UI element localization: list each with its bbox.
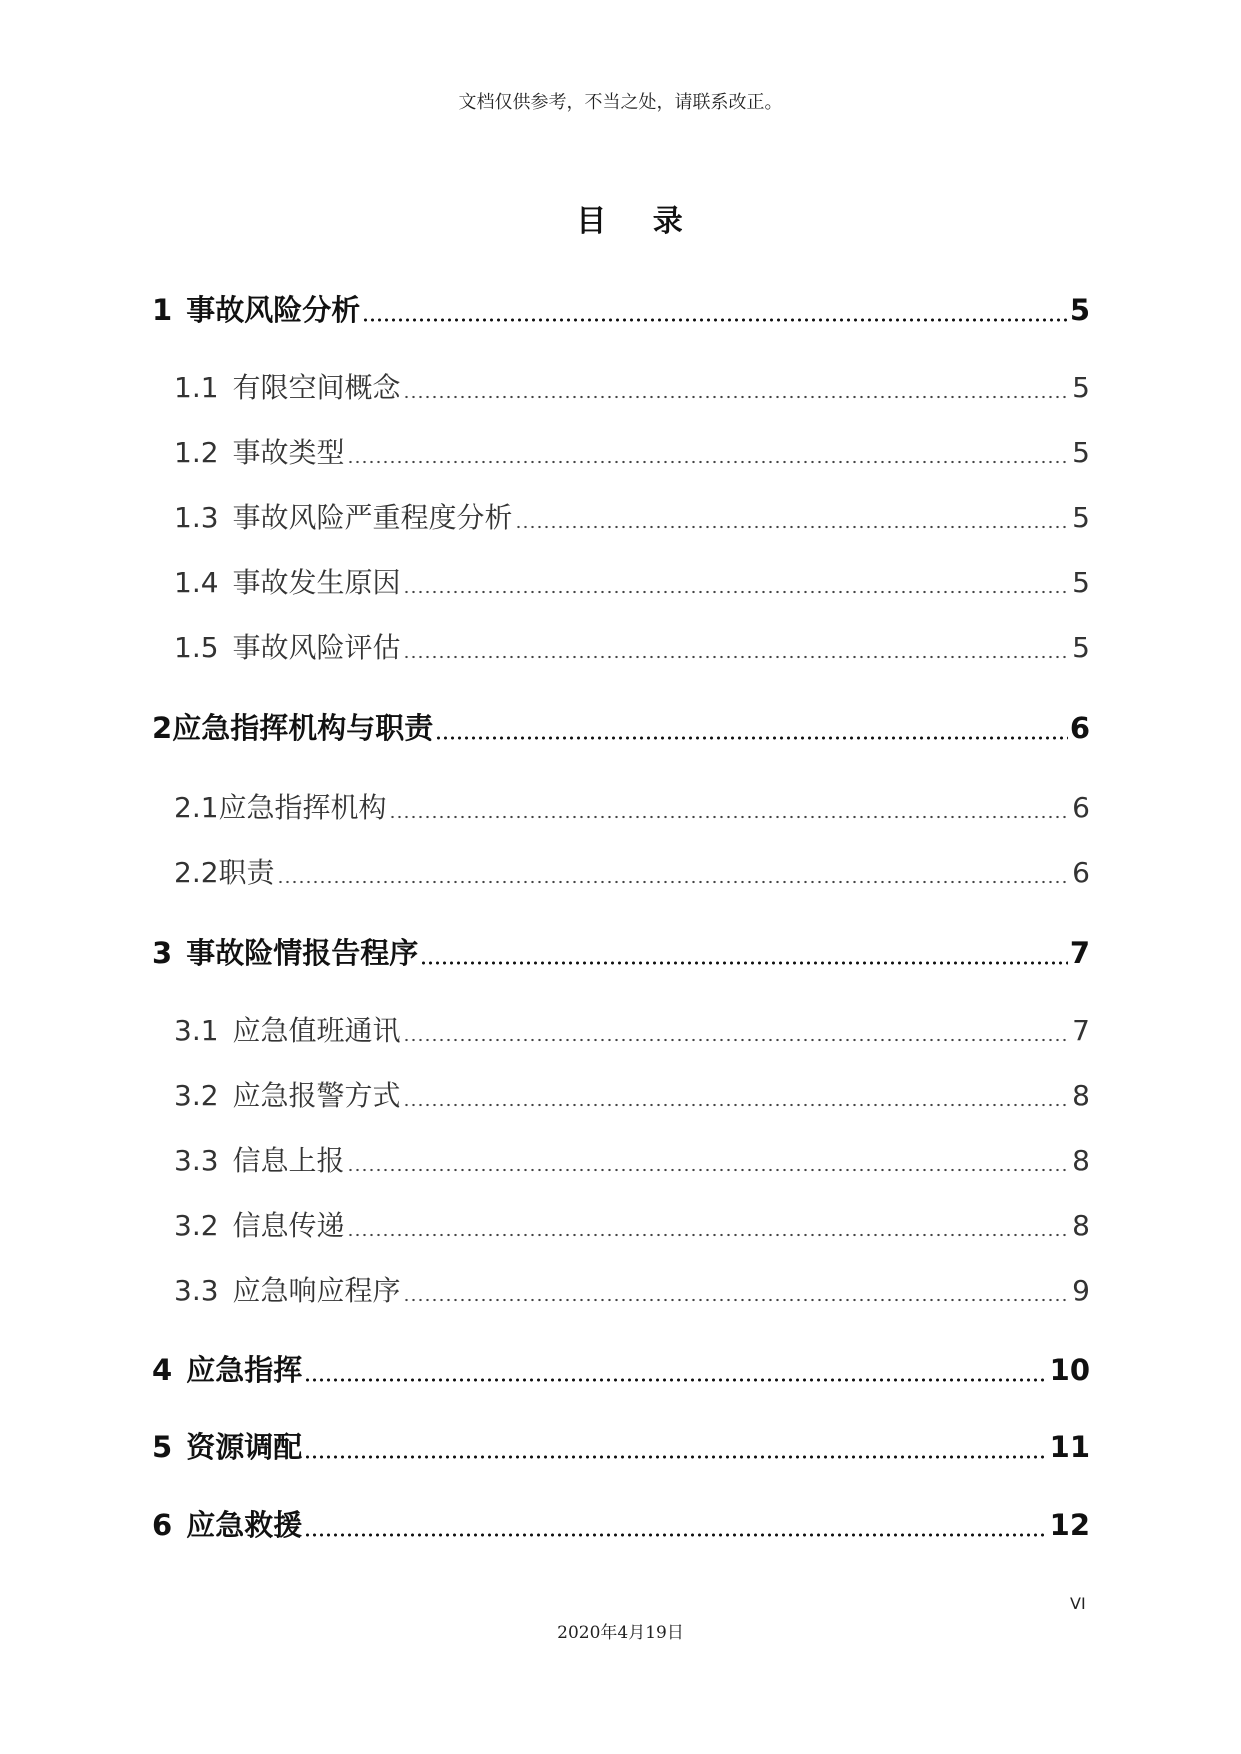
toc-entry-3-1[interactable] [174, 1009, 1090, 1049]
toc-dot-leader [277, 880, 1071, 884]
toc-entry-number: 3.1 [174, 1014, 219, 1047]
toc-entry-1-1[interactable] [174, 366, 1090, 406]
toc-entry-page: 8 [1072, 1079, 1090, 1112]
toc-dot-leader [403, 395, 1071, 399]
toc-entry-title: 事故风险评估 [232, 631, 401, 664]
footer-date: 2020年4月19日 [557, 1623, 684, 1643]
toc-entry-page: 5 [1069, 293, 1090, 327]
toc-dot-leader [403, 1103, 1071, 1107]
toc-entry-number: 3 [152, 936, 173, 970]
toc-dot-leader [304, 1378, 1047, 1382]
toc-entry-number: 3.3 [174, 1144, 219, 1177]
toc-entry-title: 事故发生原因 [232, 566, 401, 599]
toc-entry-3-2[interactable] [174, 1074, 1090, 1114]
toc-entry-number: 4 [152, 1353, 173, 1387]
toc-entry-page: 5 [1072, 501, 1090, 534]
toc-entry-page: 9 [1072, 1274, 1090, 1307]
toc-entry-number: 2.2 [174, 856, 219, 889]
toc-entry-title: 应急救援 [186, 1508, 303, 1542]
toc-dot-leader [304, 1455, 1047, 1459]
toc-dot-leader [389, 815, 1071, 819]
toc-entry-number: 1 [152, 293, 173, 327]
toc-entry-title: 事故类型 [232, 436, 345, 469]
toc-dot-leader [515, 525, 1071, 529]
toc-dot-leader [347, 1233, 1071, 1237]
toc-entry-page: 6 [1072, 856, 1090, 889]
toc-entry-number: 3.2 [174, 1209, 219, 1242]
toc-entry-1-3[interactable] [174, 496, 1090, 536]
toc-entry-number: 1.2 [174, 436, 219, 469]
toc-entry-title: 事故险情报告程序 [186, 936, 419, 970]
toc-entry-title: 信息上报 [232, 1144, 345, 1177]
toc-dot-leader [403, 655, 1071, 659]
toc-entry-number: 2 [152, 711, 173, 745]
toc-entry-title: 职责 [218, 856, 275, 889]
toc-dot-leader [347, 1168, 1071, 1172]
toc-entry-3-3[interactable] [174, 1139, 1090, 1179]
toc-entry-2-2[interactable] [174, 851, 1090, 891]
toc-dot-leader [420, 961, 1068, 965]
toc-entry-page: 5 [1072, 371, 1090, 404]
toc-entry-number: 3.2 [174, 1079, 219, 1112]
toc-entry-page: 5 [1072, 566, 1090, 599]
toc-entry-page: 12 [1049, 1508, 1090, 1542]
toc-entry-5[interactable] [152, 1425, 1090, 1466]
toc-entry-page: 6 [1072, 791, 1090, 824]
toc-entry-3-2b[interactable] [174, 1204, 1090, 1244]
toc-entry-page: 11 [1049, 1430, 1090, 1464]
toc-entry-6[interactable] [152, 1503, 1090, 1544]
toc-entry-2-1[interactable] [174, 786, 1090, 826]
toc-entry-title: 应急指挥机构与职责 [172, 711, 434, 745]
toc-title: 目 录 [576, 204, 701, 239]
toc-entry-number: 2.1 [174, 791, 219, 824]
toc-dot-leader [403, 590, 1071, 594]
toc-entry-4[interactable] [152, 1348, 1090, 1389]
toc-entry-number: 1.4 [174, 566, 219, 599]
toc-entry-number: 3.3 [174, 1274, 219, 1307]
toc-entry-page: 8 [1072, 1209, 1090, 1242]
toc-entry-page: 7 [1069, 936, 1090, 970]
toc-entry-page: 7 [1072, 1014, 1090, 1047]
page-number: VI [1070, 1594, 1086, 1613]
toc-entry-title: 资源调配 [186, 1430, 303, 1464]
toc-entry-2[interactable] [152, 706, 1090, 747]
toc-entry-page: 5 [1072, 436, 1090, 469]
toc-dot-leader [347, 460, 1071, 464]
toc-entry-page: 10 [1049, 1353, 1090, 1387]
toc-entry-number: 1.5 [174, 631, 219, 664]
toc-entry-number: 6 [152, 1508, 173, 1542]
toc-dot-leader [435, 736, 1068, 740]
toc-entry-title: 有限空间概念 [232, 371, 401, 404]
toc-entry-title: 事故风险分析 [186, 293, 361, 327]
toc-dot-leader [403, 1038, 1071, 1042]
header-disclaimer: 文档仅供参考，不当之处，请联系改正。 [458, 92, 783, 113]
toc-entry-title: 应急值班通讯 [232, 1014, 401, 1047]
toc-entry-number: 5 [152, 1430, 173, 1464]
toc-entry-title: 应急指挥 [186, 1353, 303, 1387]
toc-entry-title: 应急报警方式 [232, 1079, 401, 1112]
toc-entry-1-4[interactable] [174, 561, 1090, 601]
toc-dot-leader [403, 1298, 1071, 1302]
toc-entry-title: 应急指挥机构 [218, 791, 387, 824]
toc-entry-1[interactable] [152, 288, 1090, 329]
toc-entry-title: 信息传递 [232, 1209, 345, 1242]
toc-entry-page: 6 [1069, 711, 1090, 745]
toc-entry-3[interactable] [152, 931, 1090, 972]
toc-entry-title: 应急响应程序 [232, 1274, 401, 1307]
toc-dot-leader [362, 318, 1068, 322]
toc-entry-page: 8 [1072, 1144, 1090, 1177]
toc-entry-number: 1.1 [174, 371, 219, 404]
toc-entry-title: 事故风险严重程度分析 [232, 501, 513, 534]
toc-entry-1-5[interactable] [174, 626, 1090, 666]
toc-entry-3-3b[interactable] [174, 1269, 1090, 1309]
toc-dot-leader [304, 1533, 1047, 1537]
toc-entry-1-2[interactable] [174, 431, 1090, 471]
toc-entry-number: 1.3 [174, 501, 219, 534]
toc-entry-page: 5 [1072, 631, 1090, 664]
